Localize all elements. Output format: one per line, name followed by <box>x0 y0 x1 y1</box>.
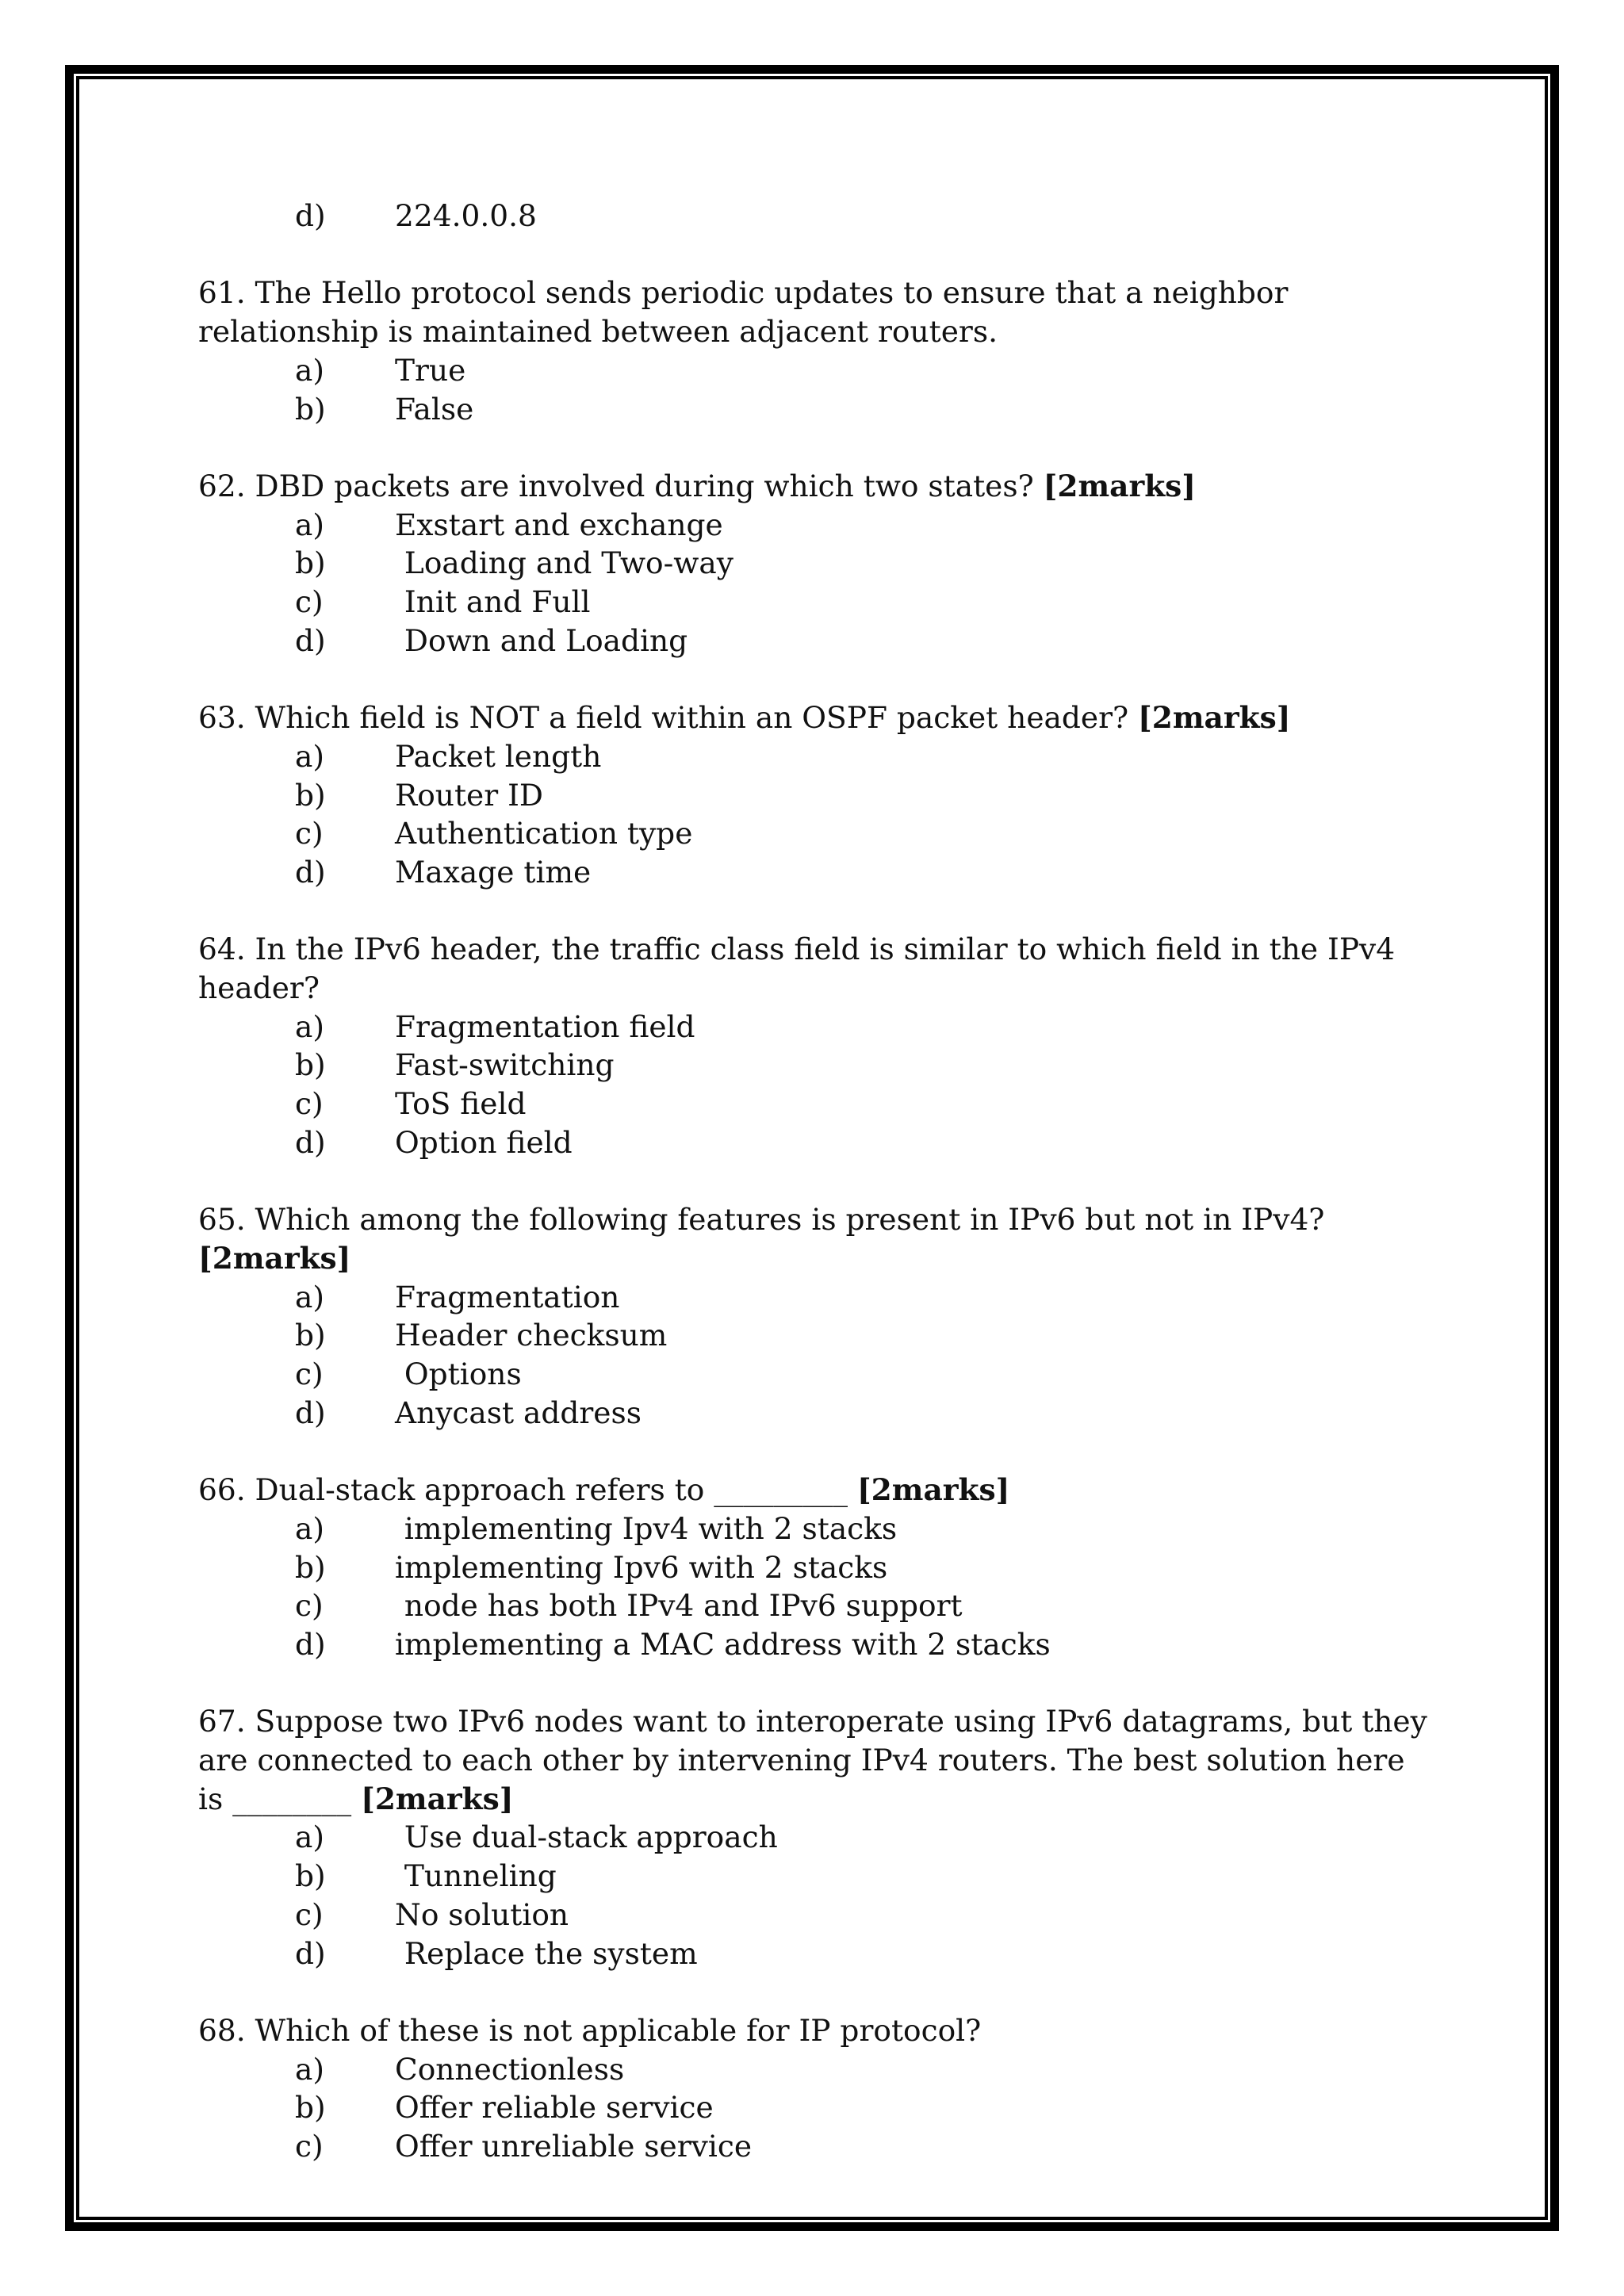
option-letter: d) <box>295 854 326 890</box>
option-letter: d) <box>295 198 326 233</box>
question-stem: 63. Which field is NOT a field within an OSPF packet header? <box>198 700 1129 736</box>
marks-label: [2marks] <box>1138 700 1291 736</box>
answer-option <box>198 1934 1435 1973</box>
answer-option <box>198 2050 1435 2089</box>
option-text: True <box>395 352 466 388</box>
option-list <box>198 351 1435 428</box>
question-text <box>198 1702 1435 1818</box>
option-letter: b) <box>295 1549 326 1585</box>
answer-option <box>198 1625 1435 1664</box>
option-letter: a) <box>295 738 324 774</box>
option-list <box>198 1818 1435 1973</box>
option-text: Use dual-stack approach <box>395 1820 778 1855</box>
option-letter: b) <box>295 1858 326 1894</box>
answer-option <box>198 1278 1435 1317</box>
question-text <box>198 274 1435 350</box>
option-text: Option field <box>395 1124 573 1160</box>
option-letter: b) <box>295 1318 326 1353</box>
option-letter: d) <box>295 1626 326 1662</box>
option-text: Header checksum <box>395 1318 668 1353</box>
option-text: Authentication type <box>395 816 693 851</box>
option-letter: c) <box>295 584 324 619</box>
marks-label: [2marks] <box>1043 468 1197 503</box>
option-text: Exstart and exchange <box>395 507 723 542</box>
question-text <box>198 1471 1435 1510</box>
answer-option <box>198 853 1435 892</box>
option-list <box>198 737 1435 892</box>
option-letter: a) <box>295 1820 324 1855</box>
answer-option <box>198 1510 1435 1548</box>
option-text: No solution <box>395 1896 569 1932</box>
option-text: ToS field <box>395 1086 527 1122</box>
question-stem: 64. In the IPv6 header, the traffic class field is similar to which field in the IPv4 header? <box>198 932 1396 1005</box>
option-text: Fragmentation <box>395 1279 620 1314</box>
question-3 <box>198 698 1435 892</box>
answer-option <box>198 1355 1435 1394</box>
answer-option <box>198 506 1435 545</box>
question-stem: 62. DBD packets are involved during which two states? <box>198 468 1034 503</box>
option-text: Anycast address <box>395 1395 642 1430</box>
option-text: implementing a MAC address with 2 stacks <box>395 1626 1051 1662</box>
option-letter: a) <box>295 1008 324 1044</box>
question-text <box>198 1200 1435 1277</box>
answer-option <box>198 583 1435 622</box>
question-8 <box>198 2011 1435 2166</box>
answer-option <box>198 1857 1435 1896</box>
option-letter: c) <box>295 2129 324 2164</box>
answer-option <box>198 1586 1435 1625</box>
answer-option <box>198 814 1435 853</box>
question-text <box>198 698 1435 737</box>
answer-option <box>198 1548 1435 1587</box>
option-letter: c) <box>295 1086 324 1122</box>
option-letter: a) <box>295 352 324 388</box>
option-text: 224.0.0.8 <box>395 198 537 233</box>
option-text: Offer reliable service <box>395 2090 714 2126</box>
question-list <box>198 274 1435 2165</box>
option-letter: b) <box>295 2090 326 2126</box>
answer-option <box>198 1896 1435 1934</box>
question-text <box>198 930 1435 1007</box>
question-stem: 65. Which among the following features is present in IPv6 but not in IPv4? <box>198 1202 1325 1238</box>
question-5 <box>198 1200 1435 1432</box>
option-text: implementing Ipv4 with 2 stacks <box>395 1510 898 1546</box>
option-text: Replace the system <box>395 1935 698 1971</box>
answer-option <box>198 776 1435 815</box>
marks-label: [2marks] <box>856 1472 1010 1508</box>
question-stem: 66. Dual-stack approach refers to _________ <box>198 1472 848 1508</box>
question-stem: 68. Which of these is not applicable for IP protocol? <box>198 2012 982 2048</box>
orphan-option <box>198 197 1435 235</box>
option-letter: b) <box>295 545 326 581</box>
option-letter: d) <box>295 1395 326 1430</box>
answer-option <box>198 1316 1435 1355</box>
answer-option <box>198 1008 1435 1047</box>
answer-option <box>198 2088 1435 2127</box>
option-text: Fast-switching <box>395 1047 615 1083</box>
question-4 <box>198 930 1435 1161</box>
answer-option <box>198 1818 1435 1857</box>
option-text: Connectionless <box>395 2051 625 2087</box>
option-letter: a) <box>295 1279 324 1314</box>
option-letter: d) <box>295 622 326 658</box>
answer-option <box>198 351 1435 390</box>
answer-option <box>198 1046 1435 1085</box>
option-list <box>198 1008 1435 1162</box>
answer-option <box>198 737 1435 776</box>
marks-label: [2marks] <box>361 1781 514 1816</box>
option-text: Maxage time <box>395 854 592 890</box>
option-list <box>198 1510 1435 1664</box>
option-letter: c) <box>295 1896 324 1932</box>
answer-option <box>198 1123 1435 1162</box>
option-text: Init and Full <box>395 584 591 619</box>
option-text: Loading and Two-way <box>395 545 733 581</box>
option-letter: c) <box>295 1588 324 1624</box>
option-letter: d) <box>295 1124 326 1160</box>
option-letter: b) <box>295 777 326 813</box>
question-7 <box>198 1702 1435 1973</box>
answer-option <box>198 1394 1435 1433</box>
answer-option <box>198 544 1435 583</box>
option-letter: c) <box>295 1357 324 1392</box>
option-text: Options <box>395 1357 522 1392</box>
option-text: node has both IPv4 and IPv6 support <box>395 1588 963 1624</box>
answer-option <box>198 2127 1435 2166</box>
option-text: Router ID <box>395 777 543 813</box>
option-list <box>198 2050 1435 2166</box>
question-2 <box>198 467 1435 660</box>
option-text: Fragmentation field <box>395 1008 695 1044</box>
answer-option <box>198 622 1435 660</box>
option-letter: a) <box>295 1510 324 1546</box>
option-text: Down and Loading <box>395 622 688 658</box>
option-letter: a) <box>295 507 324 542</box>
question-6 <box>198 1471 1435 1664</box>
option-letter: b) <box>295 1047 326 1083</box>
marks-label: [2marks] <box>198 1240 351 1276</box>
answer-option <box>198 390 1435 429</box>
answer-option <box>198 1085 1435 1123</box>
option-text: Tunneling <box>395 1858 557 1894</box>
option-text: implementing Ipv6 with 2 stacks <box>395 1549 888 1585</box>
option-text: Packet length <box>395 738 602 774</box>
option-letter: b) <box>295 391 326 427</box>
option-text: False <box>395 391 474 427</box>
option-list <box>198 506 1435 660</box>
option-letter: d) <box>295 1935 326 1971</box>
question-stem: 61. The Hello protocol sends periodic updates to ensure that a neighbor relationship is maintained between adjacent routers. <box>198 275 1289 350</box>
question-1 <box>198 274 1435 428</box>
page-content <box>198 197 1435 2204</box>
question-text <box>198 467 1435 506</box>
option-list <box>198 1278 1435 1433</box>
question-stem: 67. Suppose two IPv6 nodes want to interoperate using IPv6 datagrams, but they are connected to each other by intervening IPv4 routers. The best solution here is ________ <box>198 1704 1427 1816</box>
option-letter: a) <box>295 2051 324 2087</box>
question-text <box>198 2011 1435 2050</box>
option-text: Offer unreliable service <box>395 2129 753 2164</box>
option-letter: c) <box>295 816 324 851</box>
